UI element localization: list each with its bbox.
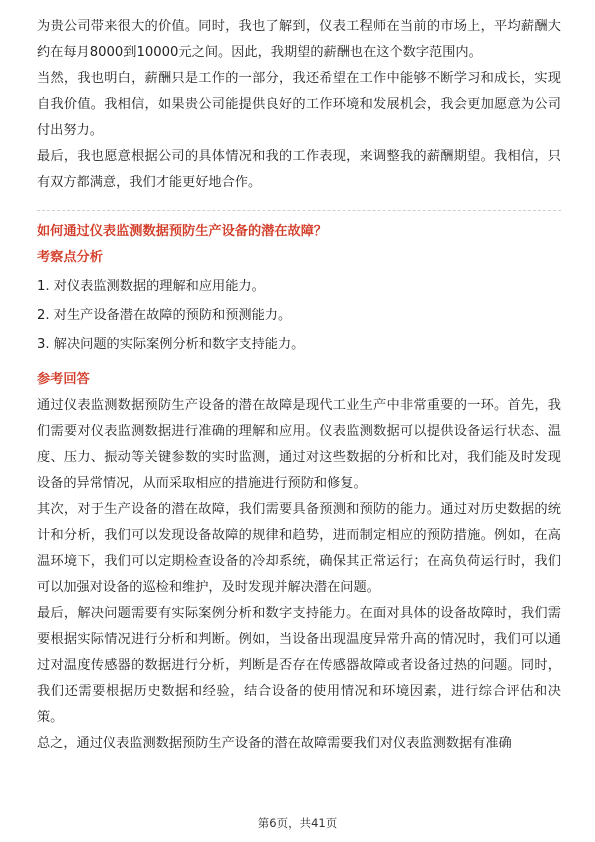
question-title: 如何通过仪表监测数据预防生产设备的潜在故障？ <box>37 224 328 239</box>
analysis-item: 3. 解决问题的实际案例分析和数字支持能力。 <box>37 337 305 352</box>
analysis-item: 1. 对仪表监测数据的理解和应用能力。 <box>37 279 265 294</box>
answer-paragraph: 通过仪表监测数据预防生产设备的潜在故障是现代工业生产中非常重要的一环。首先，我们需要对仪表监测数据进行准确的理解和应用。仪表监测数据可以提供设备运行状态、温度、压力、振动等关键参数的实时监测，通过对这些数据的分析和比对，我们能及时发现设备的异常情况，从而采取相应的措施进行预防和修复。 <box>37 398 561 491</box>
intro-paragraph: 当然，我也明白，薪酬只是工作的一部分，我还希望在工作中能够不断学习和成长，实现自我价值。我相信，如果贵公司能提供良好的工作环境和发展机会，我会更加愿意为公司付出努力。 <box>37 71 561 138</box>
analysis-item: 2. 对生产设备潜在故障的预防和预测能力。 <box>37 308 292 323</box>
page-number: 第6页，共41页 <box>257 816 338 830</box>
answer-heading: 参考回答 <box>37 372 90 387</box>
answer-paragraph: 其次，对于生产设备的潜在故障，我们需要具备预测和预防的能力。通过对历史数据的统计和分析，我们可以发现设备故障的规律和趋势，进而制定相应的预防措施。例如，在高温环境下，我们可以定期检查设备的冷却系统，确保其正常运行；在高负荷运行时，我们可以加强对设备的巡检和维护，及时发现并解决潜在问题。 <box>37 502 561 595</box>
answer-paragraph: 最后，解决问题需要有实际案例分析和数字支持能力。在面对具体的设备故障时，我们需要根据实际情况进行分析和判断。例如，当设备出现温度异常升高的情况时，我们可以通过对温度传感器的数据进行分析，判断是否存在传感器故障或者设备过热的问题。同时，我们还需要根据历史数据和经验，结合设备的使用情况和环境因素，进行综合评估和决策。 <box>37 606 561 725</box>
intro-paragraph: 最后，我也愿意根据公司的具体情况和我的工作表现，来调整我的薪酬期望。我相信，只有双方都满意，我们才能更好地合作。 <box>37 149 561 190</box>
answer-paragraph: 总之，通过仪表监测数据预防生产设备的潜在故障需要我们对仪表监测数据有准确 <box>37 736 512 751</box>
intro-paragraph: 为贵公司带来很大的价值。同时，我也了解到，仪表工程师在当前的市场上，平均薪酬大约在每月8000到10000元之间。因此，我期望的薪酬也在这个数字范围内。 <box>37 19 561 60</box>
analysis-heading: 考察点分析 <box>37 250 103 265</box>
section-divider <box>37 210 561 211</box>
document-page <box>37 14 561 757</box>
